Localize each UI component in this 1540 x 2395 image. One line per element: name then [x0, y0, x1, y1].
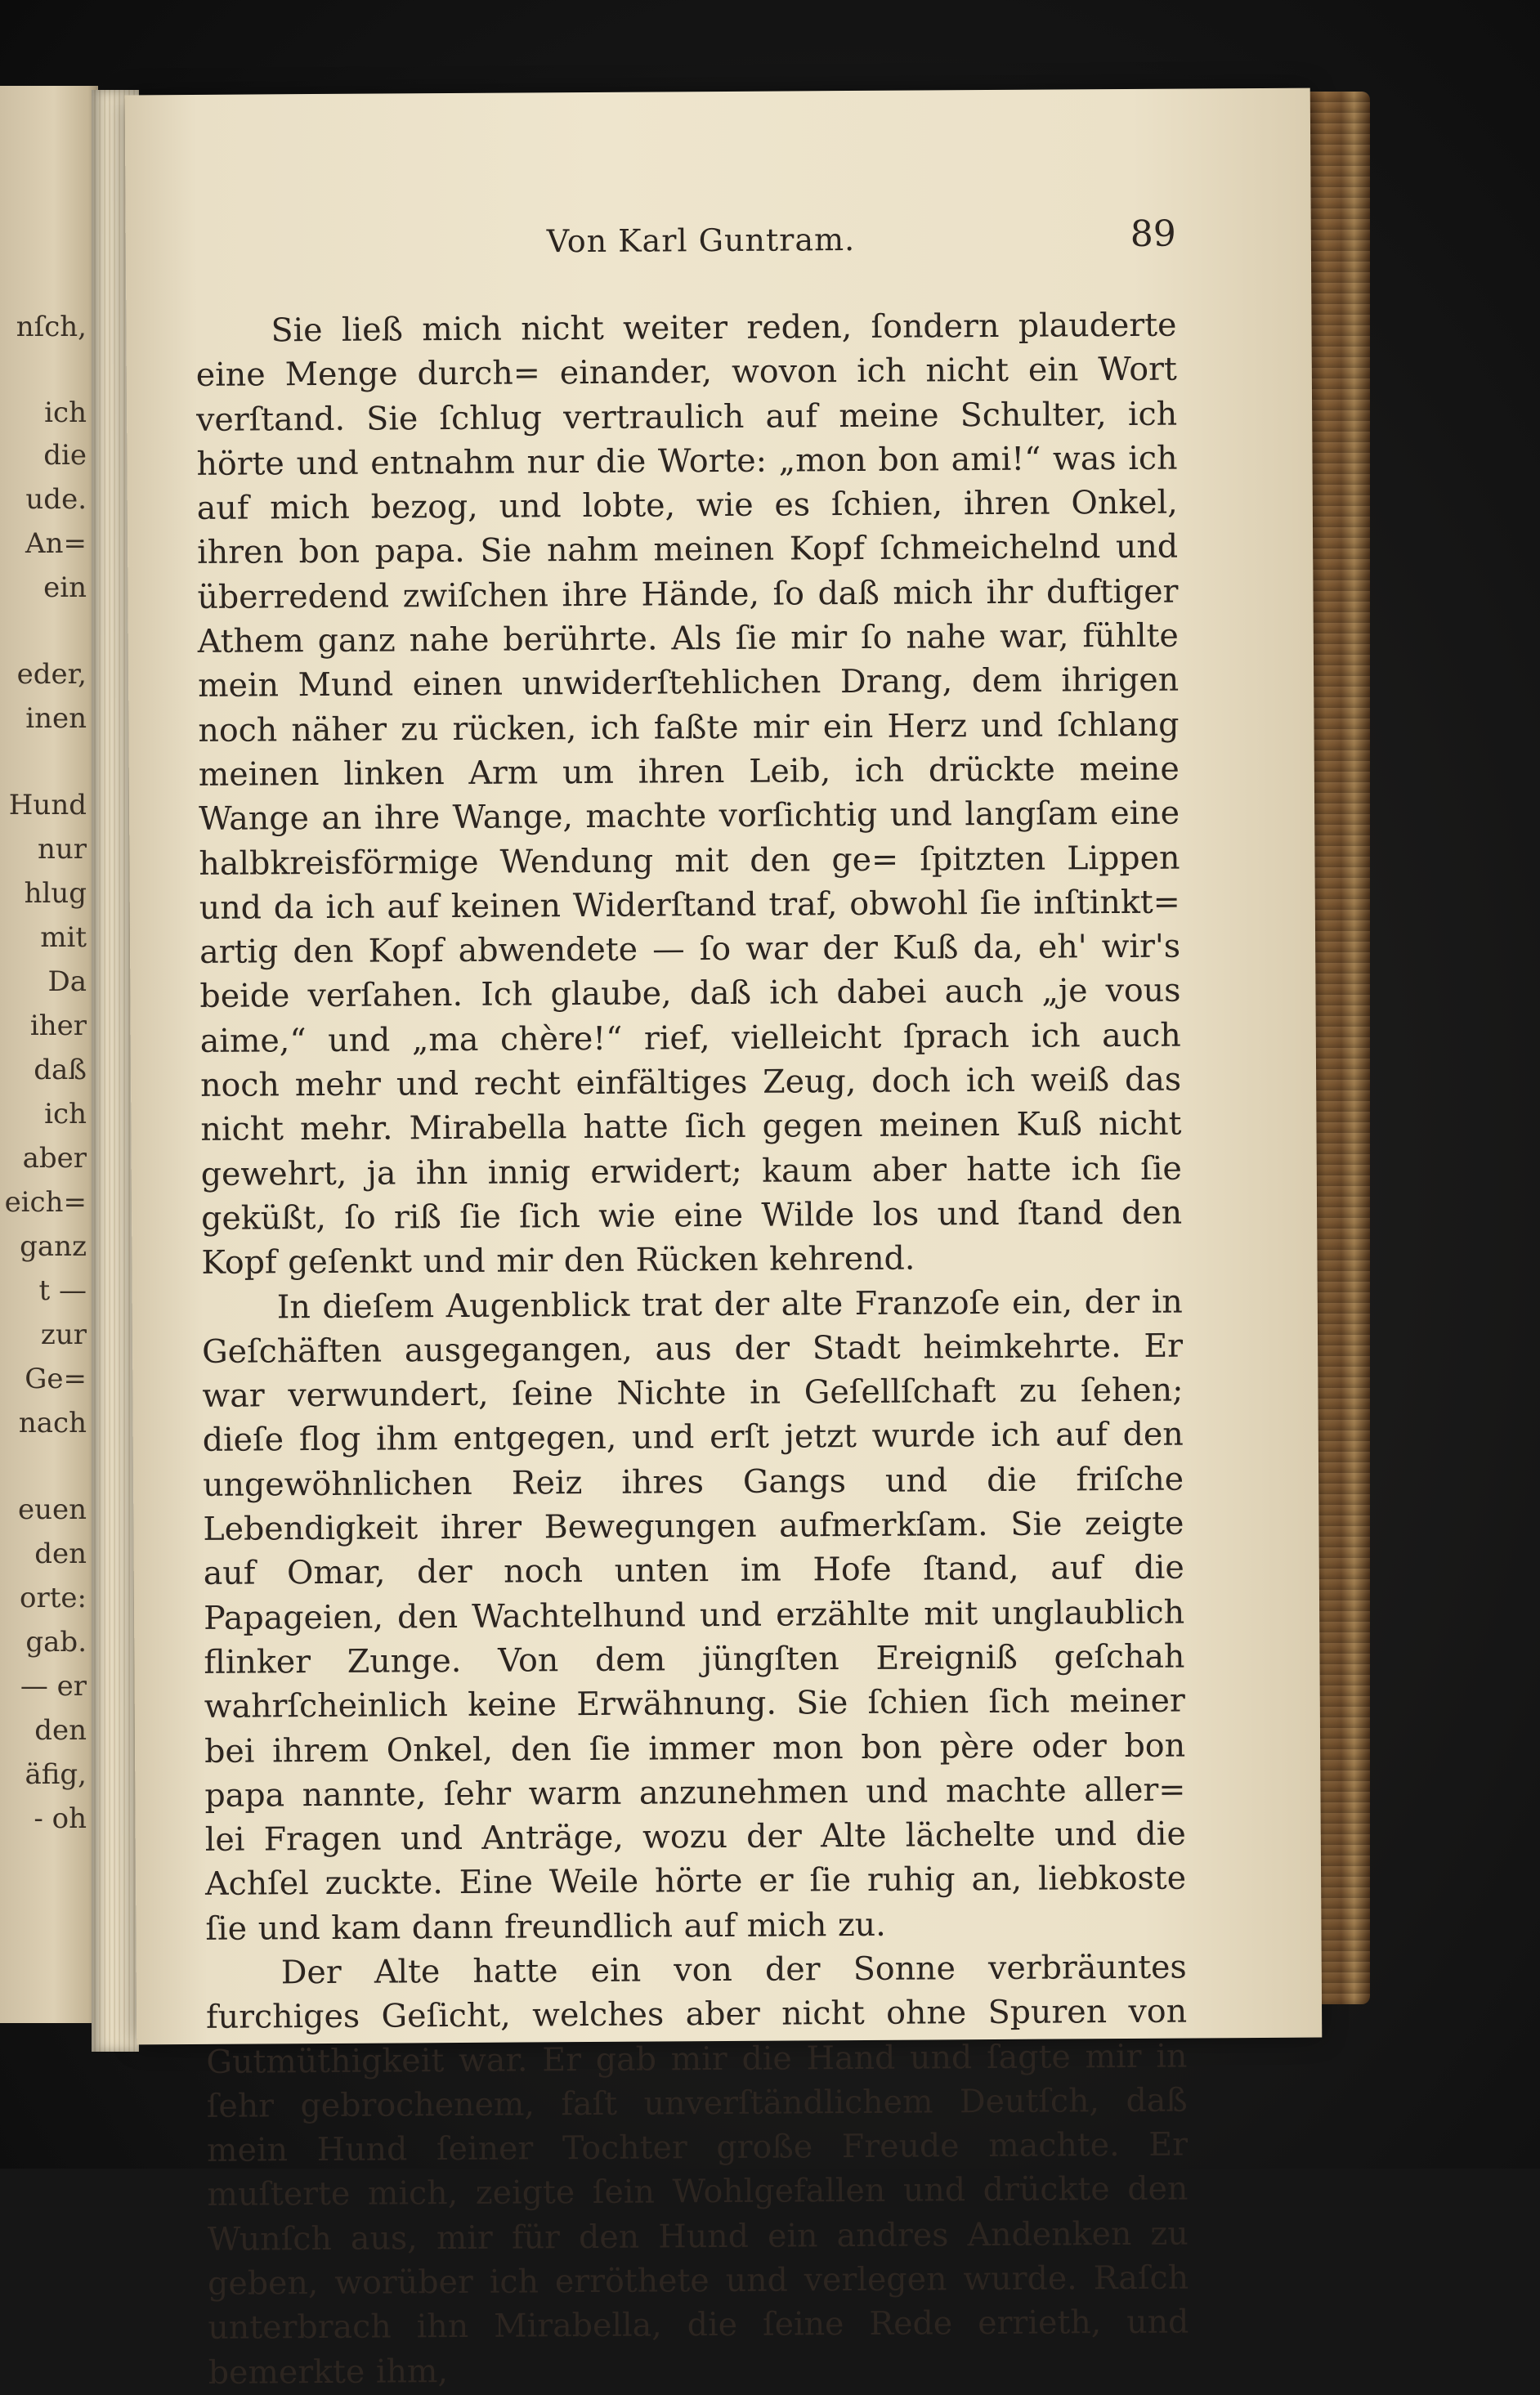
page-number: 89 [1130, 213, 1176, 255]
facing-page [0, 86, 98, 2023]
facing-line: nſch, [16, 311, 87, 343]
facing-line: euen [17, 1493, 87, 1526]
book-page [125, 88, 1323, 2392]
facing-line: mit [40, 921, 87, 954]
page-text-block [195, 213, 1189, 2395]
facing-line: äfig, [25, 1758, 87, 1791]
facing-line: ude. [25, 483, 87, 516]
facing-line: eder, [16, 658, 87, 691]
facing-line: - oh [34, 1802, 87, 1835]
facing-line: Da [47, 965, 87, 998]
facing-line: Ge= [25, 1363, 87, 1395]
facing-line: ich [44, 396, 87, 429]
running-title: Von Karl Guntram. [546, 221, 856, 260]
facing-line: nur [37, 833, 87, 866]
facing-line: ein [43, 571, 87, 604]
facing-line: orte: [20, 1582, 87, 1614]
facing-line: gab. [25, 1626, 87, 1659]
facing-line: Hund [8, 789, 87, 821]
facing-line: An= [25, 527, 87, 560]
facing-line: zur [40, 1318, 87, 1351]
facing-line: nach [18, 1407, 87, 1439]
facing-line: hlug [24, 877, 87, 910]
facing-line: daß [34, 1054, 87, 1086]
facing-line: — er [20, 1670, 87, 1703]
facing-line: iher [29, 1009, 87, 1042]
facing-line: ganz [20, 1230, 87, 1263]
paragraph: Der Alte hatte ein von der Sonne verbräuntes furchiges Geſicht, welches aber nicht ohne Spuren von Gutmüthigkeit war. Er gab mir die Hand und ſagte mir in ſehr gebrochenem, faſt unverſtändlichem Deutſch, daß mein Hund ſeiner Tochter große Freude machte. Er muſterte mich, zeigte ſein Wohlgefallen und drückte den Wunſch aus, mir für den Hund ein andres Andenken zu geben, worüber ich erröthete und verlegen wurde. Raſch unterbrach ihn Mirabella, die ſeine Rede errieth, und bemerkte ihm, [205, 1948, 1189, 2392]
paragraph: Sie ließ mich nicht weiter reden, ſondern plauderte eine Menge durch= einander, wovon ich nicht ein Wort verſtand. Sie ſchlug vertraulich auf meine Schulter, ich hörte und entnahm nur die Worte: „mon bon ami!“ was ich auf mich bezog, und lobte, wie es ſchien, ihren Onkel, ihren bon papa. Sie nahm meinen Kopf ſchmeichelnd und überredend zwiſchen ihre Hände, ſo daß mich ihr duftiger Athem ganz nahe berührte. Als ſie mir ſo nahe war, fühlte mein Mund einen unwiderſtehlichen Drang, dem ihrigen noch näher zu rücken, ich faßte mir ein Herz und ſchlang meinen linken Arm um ihren Leib, ich drückte meine Wange an ihre Wange, machte vorſichtig und langſam eine halbkreisförmige Wendung mit den ge= ſpitzten Lippen und da ich auf keinen Widerſtand traf, obwohl ſie inſtinkt= artig den Kopf abwendete — ſo war der Kuß da, eh' wir's beide verſahen. Ich glaube, daß ich dabei auch „je vous aime,“ und „ma chère!“ rief, vielleicht ſprach ich auch noch mehr und recht einfältiges Zeug, doch ich weiß das nicht mehr. Mirabella hatte ſich gegen meinen Kuß nicht gewehrt, ja ihn innig erwidert; kaum aber hatte ich ſie geküßt, ſo riß ſie ſich wie eine Wilde los und ſtand den Kopf geſenkt und mir den Rücken kehrend. [195, 306, 1183, 1283]
facing-line: aber [22, 1142, 87, 1175]
paragraph: In dieſem Augenblick trat der alte Franzoſe ein, der in Geſchäften ausgegangen, aus der Stadt heimkehrte. Er war verwundert, ſeine Nichte in Geſellſchaft zu ſehen; dieſe flog ihm entgegen, und erſt jetzt wurde ich auf den ungewöhnlichen Reiz ihres Gangs und die friſche Lebendigkeit ihrer Bewegungen aufmerkſam. Sie zeigte auf Omar, der noch unten im Hofe ſtand, auf die Papageien, den Wachtelhund und erzählte mit unglaublich flinker Zunge. Von dem jüngſten Ereigniß geſchah wahrſcheinlich keine Erwähnung. Sie ſchien ſich meiner bei ihrem Onkel, den ſie immer mon bon père oder bon papa nannte, ſehr warm anzunehmen und machte aller= lei Fragen und Anträge, wozu der Alte lächelte und die Achſel zuckte. Eine Weile hörte er ſie ruhig an, liebkoste ſie und kam dann freundlich auf mich zu. [201, 1283, 1187, 1948]
running-head [195, 213, 1176, 275]
facing-line: t — [38, 1274, 87, 1307]
facing-line: inen [25, 702, 87, 735]
facing-line: die [43, 439, 87, 472]
facing-line: ich [44, 1098, 87, 1130]
facing-line: den [34, 1538, 87, 1570]
facing-line: den [34, 1714, 87, 1747]
facing-line: eich= [4, 1186, 87, 1219]
